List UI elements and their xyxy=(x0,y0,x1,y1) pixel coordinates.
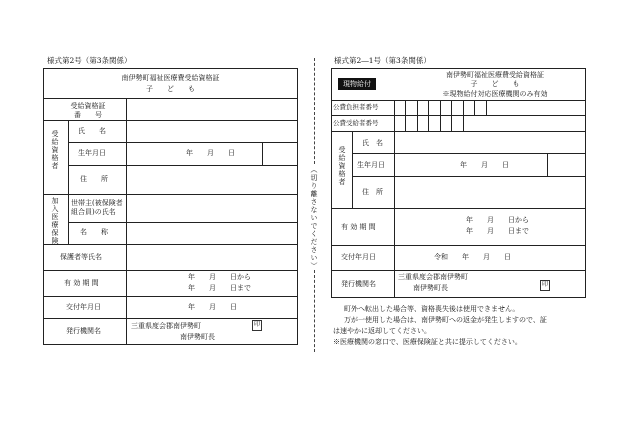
left-issue-date-label: 交付年月日 xyxy=(66,303,101,311)
right-issue-date-value: 令和 年 月 日 xyxy=(434,253,511,261)
note-line: 町外へ転出した場合等、資格喪失後は使用できません。 xyxy=(344,305,520,313)
right-birth-label: 生年月日 xyxy=(357,161,385,169)
left-address-label: 住 所 xyxy=(80,175,108,183)
right-validity-to: 年 月 日まで xyxy=(466,227,529,235)
right-title: 南伊勢町福祉医療費受給資格証 xyxy=(446,71,544,79)
right-note: ※現物給付対応医療機関のみ有効 xyxy=(442,90,548,98)
left-issuer-line1: 三重県度会郡南伊勢町 xyxy=(131,322,201,330)
right-recipient-label: 公費受給者番号 xyxy=(333,119,379,127)
left-seal-stamp: 印 xyxy=(252,320,262,331)
right-recipient-group-label: 受給資格者 xyxy=(338,146,346,186)
left-validity-from: 年 月 日から xyxy=(188,273,251,281)
left-form-number: 様式第2号（第3条関係） xyxy=(47,56,132,65)
note-line: は速やかに返却してください。 xyxy=(333,327,431,335)
cut-line-top xyxy=(314,58,315,164)
left-subtitle: 子 ど も xyxy=(146,85,195,93)
cut-line-bottom xyxy=(314,270,315,352)
cut-line-instruction: （切り離さないでください） xyxy=(310,166,318,270)
left-name-label: 氏 名 xyxy=(78,127,106,135)
note-line: 万が一使用した場合は、南伊勢町への返金が発生しますので、証 xyxy=(344,316,547,324)
left-cert-number-label: 受給資格証 番 号 xyxy=(70,102,106,119)
left-title: 南伊勢町福祉医療費受給資格証 xyxy=(121,74,220,82)
left-issuer-label: 発行機関名 xyxy=(66,327,101,335)
left-validity-label: 有 効 期 間 xyxy=(64,279,99,287)
left-issue-date-value: 年 月 日 xyxy=(188,303,237,311)
right-validity-label: 有 効 期 間 xyxy=(341,223,376,231)
left-guardian-label: 保護者等氏名 xyxy=(60,253,102,261)
right-issue-date-label: 交付年月日 xyxy=(341,253,376,261)
left-insurance-group-label: 加入医療保険 xyxy=(51,197,59,245)
right-issuer-line2: 南伊勢町長 xyxy=(413,284,448,292)
left-validity-to: 年 月 日まで xyxy=(188,284,251,292)
genbutsu-kyufu-badge: 現物給付 xyxy=(338,78,376,90)
right-birth-value: 年 月 日 xyxy=(460,161,509,169)
right-payer-label: 公費負担者番号 xyxy=(333,103,379,111)
right-address-label: 住 所 xyxy=(362,188,383,196)
right-seal-stamp: 印 xyxy=(540,280,550,291)
right-issuer-label: 発行機関名 xyxy=(341,280,376,288)
left-insurer-name-label: 名 称 xyxy=(80,228,108,236)
left-holder-label: 世帯主(被保険者 組合員)の氏名 xyxy=(71,199,123,216)
left-recipient-group-label: 受給資格者 xyxy=(51,130,59,170)
right-name-label: 氏 名 xyxy=(362,139,383,147)
left-issuer-line2: 南伊勢町長 xyxy=(180,333,215,341)
left-birth-value: 年 月 日 xyxy=(186,149,235,157)
note-line: ※医療機関の窓口で、医療保険証と共に提示してください。 xyxy=(333,338,522,346)
right-subtitle: 子 ど も xyxy=(470,80,520,88)
right-form-number: 様式第2―1号（第3条関係） xyxy=(334,56,431,65)
left-birth-label: 生年月日 xyxy=(78,149,106,157)
right-validity-from: 年 月 日から xyxy=(466,216,529,224)
right-issuer-line1: 三重県度会郡南伊勢町 xyxy=(398,273,468,281)
